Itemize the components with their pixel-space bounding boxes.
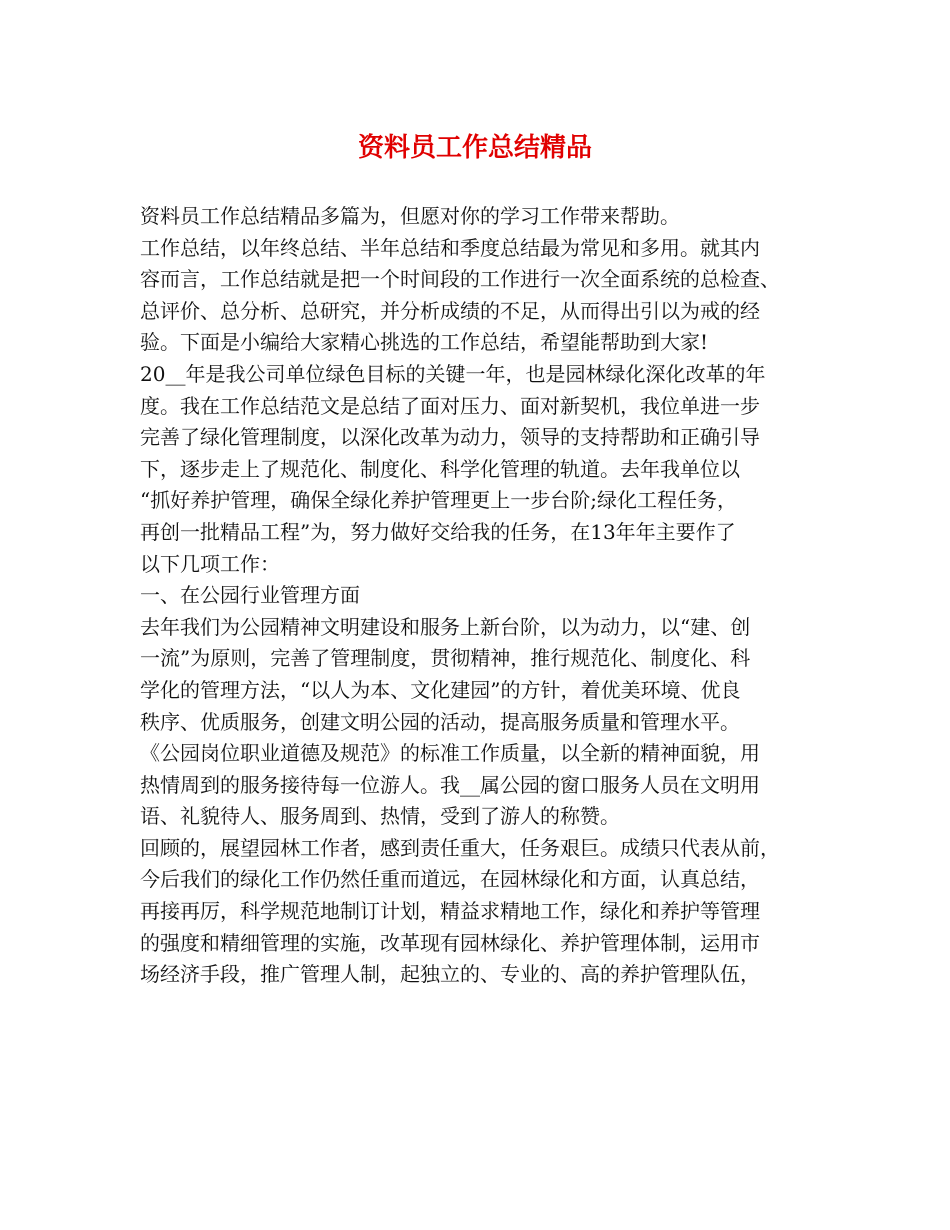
text-line: 再创一批精品工程”为，努力做好交给我的任务，在13年年主要作了	[140, 519, 736, 544]
text-line: 去年我们为公园精神文明建设和服务上新台阶，以为动力，以“建、创	[140, 614, 751, 639]
text-line: 今后我们的绿化工作仍然任重而道远，在园林绿化和方面，认真总结，	[140, 867, 760, 892]
text-line: 秩序、优质服务，创建文明公园的活动，提高服务质量和管理水平。	[140, 709, 740, 734]
text-line: 资料员工作总结精品多篇为，但愿对你的学习工作带来帮助。	[140, 204, 680, 228]
text-line: 度。我在工作总结范文是总结了面对压力、面对新契机，我位单进一步	[140, 393, 760, 418]
document-body	[140, 201, 820, 991]
text-line: 下，逐步走上了规范化、制度化、科学化管理的轨道。去年我单位以	[140, 456, 740, 481]
text-line: 总评价、总分析、总研究，并分析成绩的不足，从而得出引以为戒的经	[140, 298, 760, 323]
text-line: 场经济手段，推广管理人制，起独立的、专业的、高的养护管理队伍，	[140, 962, 760, 987]
text-line: “抓好养护管理，确保全绿化养护管理更上一步台阶;绿化工程任务，	[140, 488, 737, 513]
document-title: 资料员工作总结精品	[357, 133, 592, 163]
text-line: 的强度和精细管理的实施，改革现有园林绿化、养护管理体制，运用市	[140, 930, 760, 955]
text-line: 以下几项工作：	[140, 551, 280, 576]
text-line: 20__年是我公司单位绿色目标的关键一年，也是园林绿化深化改革的年	[140, 361, 766, 386]
text-line: 容而言，工作总结就是把一个时间段的工作进行一次全面系统的总检查、	[140, 267, 780, 292]
text-line: 热情周到的服务接待每一位游人。我__属公园的窗口服务人员在文明用	[140, 772, 760, 797]
text-line: 语、礼貌待人、服务周到、热情，受到了游人的称赞。	[140, 804, 620, 829]
text-line: 验。下面是小编给大家精心挑选的工作总结，希望能帮助到大家!	[140, 330, 709, 355]
section-heading: 一、在公园行业管理方面	[140, 583, 360, 608]
text-line: 再接再厉，科学规范地制订计划，精益求精地工作，绿化和养护等管理	[140, 899, 760, 924]
text-line: 工作总结，以年终总结、半年总结和季度总结最为常见和多用。就其内	[140, 235, 760, 260]
text-line: 一流”为原则，完善了管理制度，贯彻精神，推行规范化、制度化、科	[140, 646, 751, 671]
text-line: 完善了绿化管理制度，以深化改革为动力，领导的支持帮助和正确引导	[140, 425, 760, 450]
text-line: 学化的管理方法，“以人为本、文化建园”的方针，着优美环境、优良	[140, 677, 741, 702]
text-line: 回顾的，展望园林工作者，感到责任重大，任务艰巨。成绩只代表从前，	[140, 835, 780, 860]
text-line: 《公园岗位职业道德及规范》的标准工作质量，以全新的精神面貌，用	[140, 741, 760, 766]
